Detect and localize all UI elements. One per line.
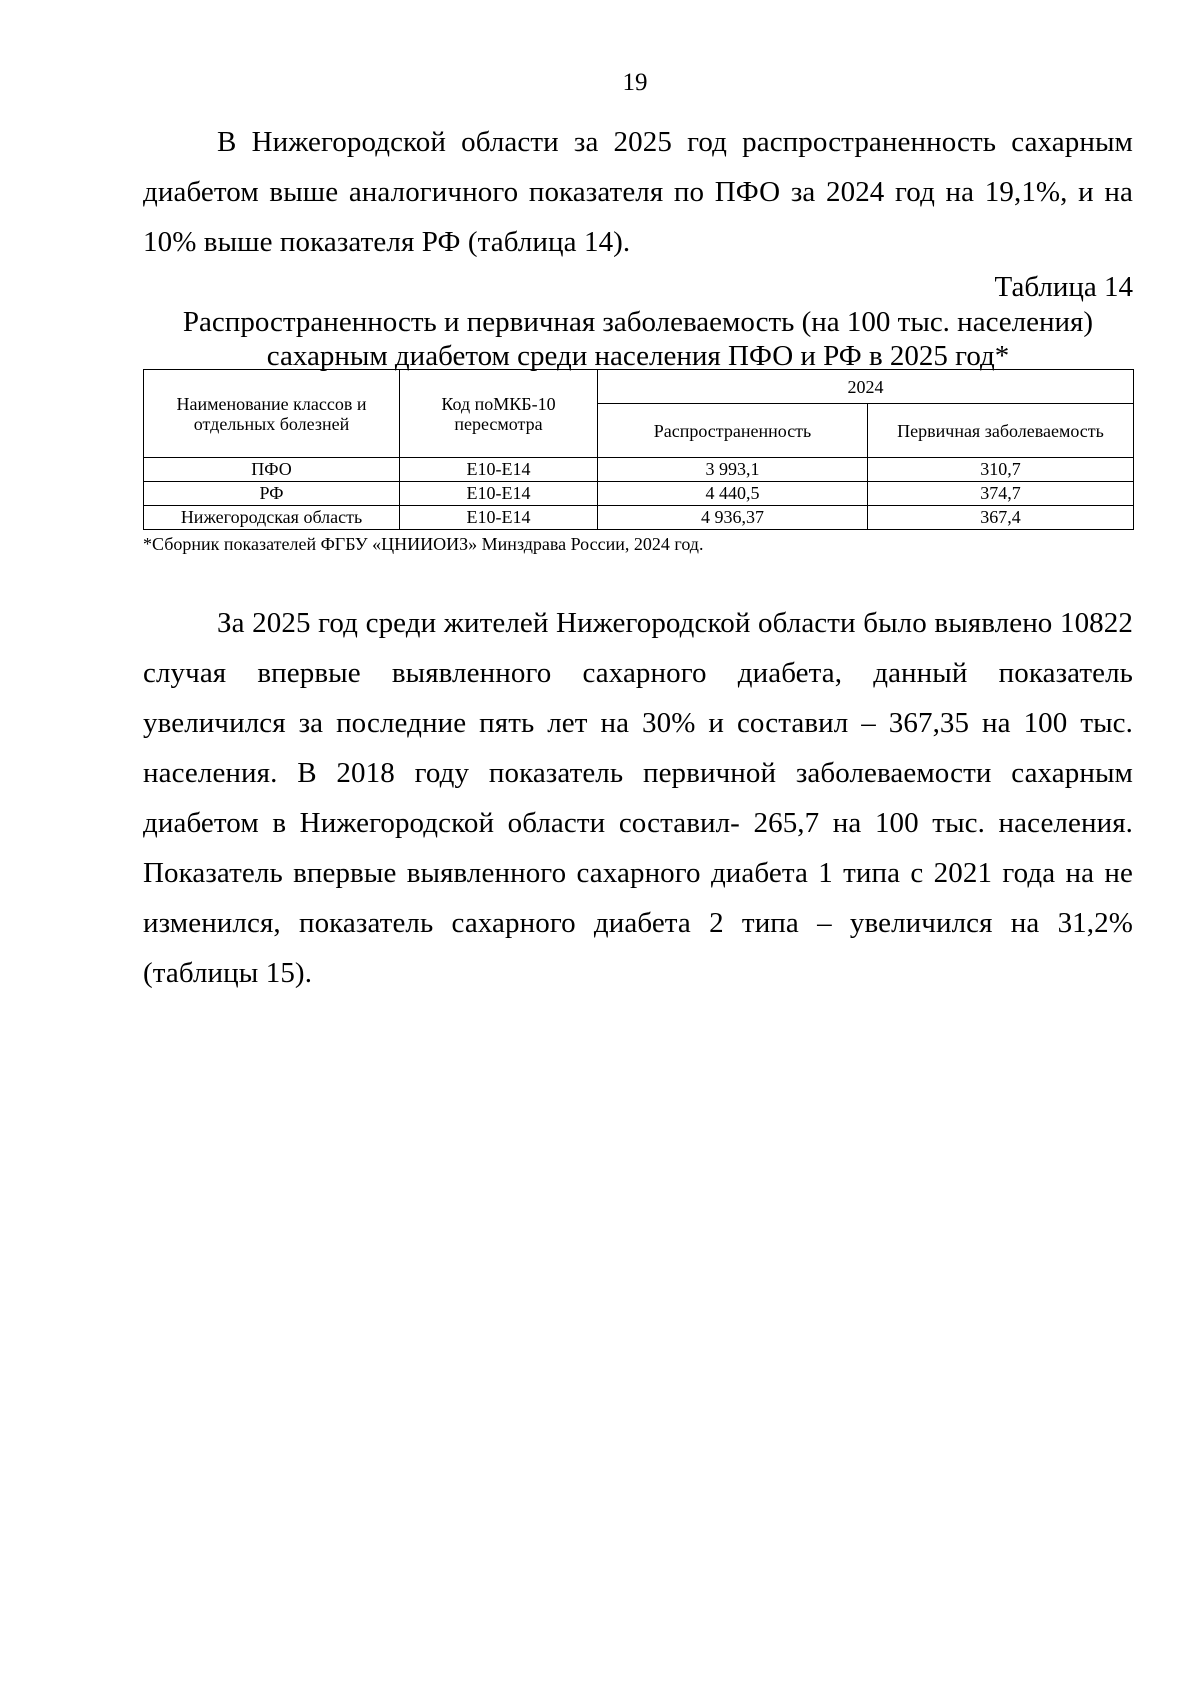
header-disease-name: Наименование классов и отдельных болезней [144, 370, 400, 458]
table-caption-line-1: Распространенность и первичная заболеваемость (на 100 тыс. населения) [182, 306, 1094, 338]
cell-incidence: 310,7 [868, 458, 1134, 482]
cell-code: E10-E14 [400, 482, 598, 506]
table-caption [143, 305, 1133, 373]
table-row [144, 458, 1134, 482]
cell-region: РФ [144, 482, 400, 506]
table-row [144, 506, 1134, 530]
header-icd-code: Код поМКБ-10 пересмотра [400, 370, 598, 458]
cell-region: Нижегородская область [144, 506, 400, 530]
cell-prevalence: 4 936,37 [598, 506, 868, 530]
table-caption-line-2: сахарным диабетом среди населения ПФО и РФ в 2025 год* [266, 340, 1010, 372]
header-year: 2024 [598, 370, 1134, 404]
paragraph-prevalence-summary: В Нижегородской области за 2025 год распространенность сахарным диабетом выше аналогичного показателя по ПФО за 2024 год на 19,1%, и на 10% выше показателя РФ (таблица 14). [143, 126, 1133, 258]
page-number: 19 [622, 69, 648, 96]
table-footnote: *Сборник показателей ФГБУ «ЦНИИОИЗ» Минздрава России, 2024 год. [143, 534, 704, 554]
cell-incidence: 374,7 [868, 482, 1134, 506]
header-prevalence: Распространенность [598, 404, 868, 458]
header-incidence: Первичная заболеваемость [868, 404, 1134, 458]
table-row [144, 482, 1134, 506]
cell-code: E10-E14 [400, 506, 598, 530]
cell-code: E10-E14 [400, 458, 598, 482]
table-label: Таблица 14 [994, 271, 1133, 303]
cell-prevalence: 4 440,5 [598, 482, 868, 506]
cell-incidence: 367,4 [868, 506, 1134, 530]
paragraph-incidence-details: За 2025 год среди жителей Нижегородской области было выявлено 10822 случая впервые выявленного сахарного диабета, данный показатель увеличился за последние пять лет на 30% и составил – 367,35 на 100 тыс. населения. В 2018 году показатель первичной заболеваемости сахарным диабетом в Нижегородской области составил- 265,7 на 100 тыс. населения. Показатель впервые выявленного сахарного диабета 1 типа с 2021 года на не изменился, показатель сахарного диабета 2 типа – увеличился на 31,2% (таблицы 15). [143, 607, 1133, 989]
cell-prevalence: 3 993,1 [598, 458, 868, 482]
cell-region: ПФО [144, 458, 400, 482]
diabetes-statistics-table [143, 369, 1134, 530]
